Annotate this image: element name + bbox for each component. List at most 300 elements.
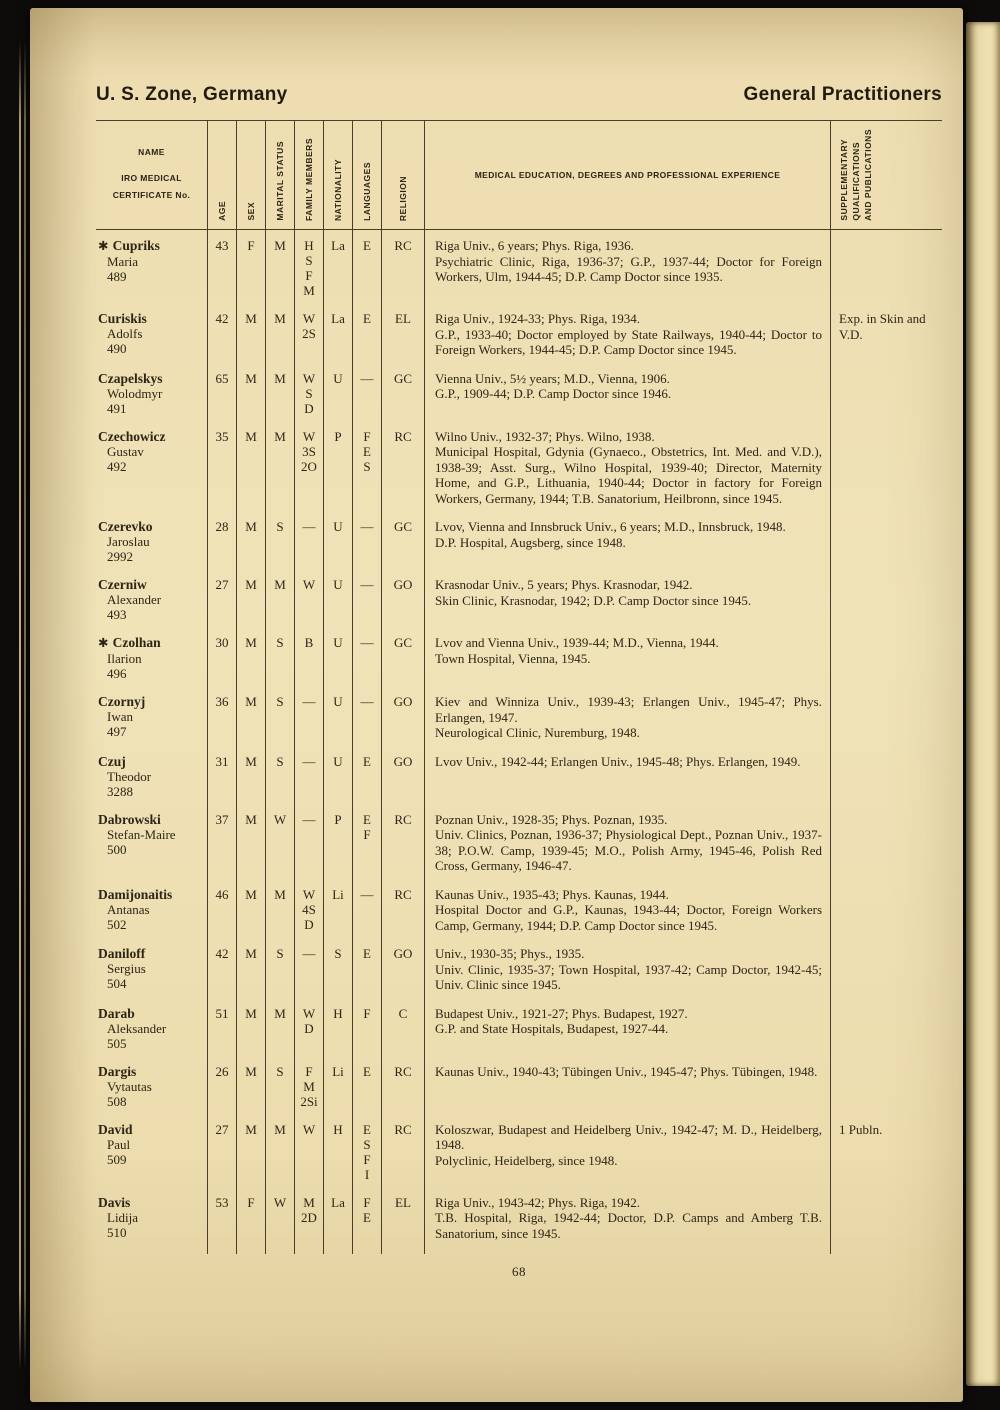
education-paragraph: Wilno Univ., 1932-37; Phys. Wilno, 1938.	[435, 428, 655, 444]
table-row	[96, 946, 942, 1006]
surname-line	[98, 812, 203, 827]
certificate-number: 502	[107, 916, 127, 932]
religion-cell	[382, 635, 425, 694]
languages-cell	[353, 577, 382, 635]
education-cell	[425, 1195, 831, 1255]
name-cell	[96, 754, 208, 812]
family-members-cell	[295, 577, 324, 635]
religion-cell	[382, 887, 425, 947]
language-code: I	[364, 1166, 370, 1182]
education-cell	[425, 812, 831, 887]
marital-status-cell-value: M	[274, 428, 286, 444]
education-paragraph: Lvov, Vienna and Innsbruck Univ., 6 years; M.D., Innsbruck, 1948.	[435, 519, 786, 534]
sex-cell	[237, 812, 266, 887]
religion-value: GO	[393, 946, 413, 961]
language-code: F	[363, 1151, 371, 1167]
certificate-number: 3288	[107, 783, 133, 799]
education-paragraph: Univ., 1930-35; Phys., 1935.	[435, 946, 585, 961]
education-paragraph: Riga Univ., 1943-42; Phys. Riga, 1942.	[435, 1194, 640, 1210]
languages-cell	[353, 754, 382, 812]
table-row	[96, 230, 942, 311]
page-content	[96, 84, 942, 1280]
education-paragraph: Polyclinic, Heidelberg, since 1948.	[435, 1152, 618, 1168]
surname: Daniloff	[98, 946, 146, 961]
given-name: Wolodmyr	[107, 385, 163, 401]
age-cell	[208, 577, 237, 635]
religion-value: EL	[395, 311, 411, 326]
table-body	[96, 230, 942, 1254]
language-code: —	[360, 886, 374, 902]
marital-status-cell	[266, 519, 295, 577]
name-cell	[96, 230, 208, 311]
family-member-code: —	[302, 519, 316, 534]
religion-cell	[382, 311, 425, 371]
name-cell	[96, 694, 208, 754]
given-name: Theodor	[107, 768, 152, 784]
languages-cell	[353, 371, 382, 429]
family-member-code: 2S	[302, 326, 316, 341]
sex-cell-value: M	[245, 428, 257, 444]
education-paragraph: G.P. and State Hospitals, Budapest, 1927-44.	[435, 1021, 669, 1036]
education-paragraph: D.P. Hospital, Augsberg, since 1948.	[435, 534, 626, 550]
sex-cell	[237, 1064, 266, 1122]
marital-status-cell-value: M	[274, 886, 286, 902]
language-code: F	[363, 428, 371, 444]
languages-cell	[353, 230, 382, 311]
age-cell	[208, 519, 237, 577]
sex-cell-value: M	[245, 577, 257, 592]
family-member-code: W	[302, 886, 316, 902]
family-members-cell	[295, 946, 324, 1006]
language-code: —	[360, 519, 374, 534]
religion-value: GC	[393, 370, 413, 386]
marital-status-cell-value: W	[273, 1194, 287, 1210]
language-code: —	[360, 577, 374, 592]
religion-value: GO	[393, 577, 413, 592]
religion-value: RC	[394, 1121, 412, 1137]
marital-status-cell-value: M	[274, 311, 286, 326]
column-header-languages: LANGUAGES	[353, 121, 382, 229]
certificate-number: 510	[107, 1224, 127, 1240]
table-header	[96, 120, 942, 230]
education-cell	[425, 694, 831, 754]
education-paragraph: Psychiatric Clinic, Riga, 1936-37; G.P., 1937-44; Doctor for Foreign Workers, Ulm, 1944-45; D.P. Camp Doctor since 1935.	[435, 253, 822, 284]
family-member-code: D	[304, 916, 314, 932]
table-row	[96, 754, 942, 812]
table-row	[96, 311, 942, 371]
surname: Czechowicz	[98, 428, 166, 444]
certificate-number: 491	[107, 400, 127, 416]
family-member-code: W	[302, 311, 316, 326]
religion-cell	[382, 812, 425, 887]
sex-cell	[237, 429, 266, 520]
language-code: E	[363, 1209, 371, 1225]
supplementary-cell	[831, 635, 942, 694]
sex-cell	[237, 1195, 266, 1255]
nationality-cell	[324, 635, 353, 694]
given-name: Stefan-Maire	[107, 826, 176, 842]
surname-line	[98, 635, 203, 651]
sex-cell-value: M	[245, 1005, 257, 1021]
name-cell	[96, 577, 208, 635]
age-cell	[208, 1195, 237, 1255]
religion-value: RC	[394, 238, 412, 253]
marital-status-cell-value: W	[273, 811, 287, 827]
language-code: E	[363, 1063, 371, 1079]
nationality-value: P	[334, 428, 342, 444]
family-member-code: W	[302, 428, 316, 444]
language-code: E	[363, 1121, 371, 1137]
nationality-cell	[324, 311, 353, 371]
surname: Czuj	[98, 753, 126, 769]
family-member-code: S	[305, 253, 313, 268]
family-member-code: M	[303, 283, 315, 298]
age-cell	[208, 1006, 237, 1064]
supplementary-note: 1 Publn.	[839, 1121, 883, 1137]
name-cell	[96, 1064, 208, 1122]
name-cell	[96, 812, 208, 887]
supplementary-cell	[831, 812, 942, 887]
given-name: Iwan	[107, 709, 133, 724]
languages-cell	[353, 1195, 382, 1255]
certificate-number: 497	[107, 724, 127, 739]
education-paragraph: Univ. Clinic, 1935-37; Town Hospital, 1937-42; Camp Doctor, 1942-45; Univ. Clinic since 1945.	[435, 961, 822, 992]
surname-line	[98, 946, 203, 961]
education-cell	[425, 887, 831, 947]
page-header	[96, 84, 942, 106]
marital-status-cell-value: M	[274, 1005, 286, 1021]
sex-cell-value: F	[247, 1194, 255, 1210]
languages-cell	[353, 887, 382, 947]
religion-cell	[382, 694, 425, 754]
age-cell	[208, 812, 237, 887]
name-cell	[96, 429, 208, 520]
family-members-cell	[295, 429, 324, 520]
nationality-cell	[324, 812, 353, 887]
table-row	[96, 519, 942, 577]
nationality-cell	[324, 519, 353, 577]
education-paragraph: Kaunas Univ., 1940-43; Tübingen Univ., 1945-47; Phys. Tübingen, 1948.	[435, 1063, 818, 1079]
given-name: Alexander	[107, 592, 162, 607]
education-paragraph: Poznan Univ., 1928-35; Phys. Poznan, 1935.	[435, 811, 668, 827]
language-code: E	[363, 811, 371, 827]
nationality-cell	[324, 1006, 353, 1064]
nationality-cell	[324, 694, 353, 754]
language-code: F	[363, 1005, 371, 1021]
supplementary-cell	[831, 1064, 942, 1122]
sex-cell	[237, 635, 266, 694]
family-member-code: D	[304, 1020, 314, 1036]
region-title: U. S. Zone, Germany	[96, 84, 288, 105]
marital-status-cell	[266, 1006, 295, 1064]
family-member-code: M	[303, 1078, 315, 1094]
sex-cell-value: F	[247, 238, 255, 253]
given-name: Antanas	[107, 901, 150, 917]
surname-line	[98, 238, 203, 254]
surname-line	[98, 1006, 203, 1021]
sex-cell-value: M	[245, 519, 257, 534]
religion-value: C	[398, 1005, 408, 1021]
name-cell	[96, 1122, 208, 1195]
religion-cell	[382, 946, 425, 1006]
family-members-cell	[295, 635, 324, 694]
column-header-age: AGE	[208, 121, 237, 229]
section-title: General Practitioners	[743, 84, 942, 105]
language-code: —	[360, 370, 374, 386]
marital-status-cell-value: M	[274, 1121, 286, 1137]
education-cell	[425, 946, 831, 1006]
age-cell-value: 26	[215, 1063, 229, 1079]
education-cell	[425, 754, 831, 812]
age-cell-value: 51	[215, 1005, 229, 1021]
nationality-value: La	[331, 1194, 345, 1210]
family-members-cell	[295, 812, 324, 887]
surname: Damijonaitis	[98, 886, 173, 902]
surname: Dabrowski	[98, 811, 161, 827]
language-code: S	[363, 458, 371, 474]
language-code: F	[363, 826, 371, 842]
age-cell-value: 53	[215, 1194, 229, 1210]
nationality-value: P	[334, 811, 342, 827]
sex-cell-value: M	[245, 311, 257, 326]
sex-cell	[237, 519, 266, 577]
supplementary-cell	[831, 577, 942, 635]
surname: Czerevko	[98, 519, 153, 534]
table-row	[96, 1195, 942, 1255]
nationality-cell	[324, 887, 353, 947]
supplementary-cell	[831, 1006, 942, 1064]
age-cell-value: 43	[215, 238, 229, 253]
age-cell-value: 28	[215, 519, 229, 534]
family-members-cell	[295, 519, 324, 577]
education-cell	[425, 577, 831, 635]
certificate-number: 504	[107, 976, 127, 991]
nationality-cell	[324, 1195, 353, 1255]
annotation-mark-icon: ✱	[98, 239, 112, 253]
age-cell	[208, 754, 237, 812]
given-name: Ilarion	[107, 651, 142, 666]
sex-cell	[237, 1006, 266, 1064]
education-paragraph: Univ. Clinics, Poznan, 1936-37; Physiological Dept., Poznan Univ., 1937-38; P.O.W. Camp, 1939-45; M.O., Polish Army, 1945-46, Polish Red Cross, Germany, 1946-47.	[435, 827, 822, 873]
certificate-number: 496	[107, 666, 127, 681]
column-header-religion: RELIGION	[382, 121, 425, 229]
language-code: S	[363, 1136, 371, 1152]
education-paragraph: Kaunas Univ., 1935-43; Phys. Kaunas, 1944.	[435, 886, 669, 902]
education-paragraph: Krasnodar Univ., 5 years; Phys. Krasnodar, 1942.	[435, 577, 693, 592]
name-cell	[96, 1006, 208, 1064]
religion-cell	[382, 1195, 425, 1255]
sex-cell-value: M	[245, 370, 257, 386]
certificate-number: 2992	[107, 549, 133, 564]
marital-status-cell	[266, 635, 295, 694]
supplementary-cell	[831, 311, 942, 371]
family-members-cell	[295, 371, 324, 429]
surname-line	[98, 429, 203, 444]
surname-line	[98, 694, 203, 709]
table-row	[96, 635, 942, 694]
religion-cell	[382, 429, 425, 520]
age-cell-value: 27	[215, 577, 229, 592]
languages-cell	[353, 635, 382, 694]
age-cell-value: 31	[215, 753, 229, 769]
family-members-cell	[295, 230, 324, 311]
marital-status-cell	[266, 311, 295, 371]
nationality-value: U	[333, 694, 343, 709]
supplementary-cell	[831, 694, 942, 754]
marital-status-cell	[266, 887, 295, 947]
supplementary-header-lines: SUPPLEMENTARY QUALIFICATIONS AND PUBLICATIONS	[839, 129, 873, 221]
page-stack-edge	[24, 40, 26, 1370]
education-cell	[425, 519, 831, 577]
surname: Davis	[98, 1194, 131, 1210]
given-name: Sergius	[107, 961, 146, 976]
family-member-code: 2D	[301, 1209, 317, 1225]
surname: Darab	[98, 1005, 135, 1021]
surname-line	[98, 1064, 203, 1079]
religion-cell	[382, 230, 425, 311]
sex-cell	[237, 1122, 266, 1195]
surname-line	[98, 754, 203, 769]
age-cell	[208, 1064, 237, 1122]
nationality-value: Li	[332, 1063, 344, 1079]
age-cell	[208, 694, 237, 754]
sex-cell-value: M	[245, 1121, 257, 1137]
certificate-number: 490	[107, 341, 127, 356]
surname: David	[98, 1121, 133, 1137]
age-cell	[208, 887, 237, 947]
column-header-education: MEDICAL EDUCATION, DEGREES AND PROFESSIONAL EXPERIENCE	[425, 121, 831, 229]
family-members-cell	[295, 311, 324, 371]
education-cell	[425, 1122, 831, 1195]
name-cell	[96, 519, 208, 577]
surname: Dargis	[98, 1063, 137, 1079]
sex-cell-value: M	[245, 946, 257, 961]
name-cell	[96, 946, 208, 1006]
nationality-cell	[324, 946, 353, 1006]
marital-status-cell-value: S	[276, 946, 284, 961]
nationality-value: H	[333, 1005, 343, 1021]
marital-status-cell-value: S	[276, 694, 284, 709]
religion-cell	[382, 371, 425, 429]
languages-cell	[353, 429, 382, 520]
annotation-mark-icon: ✱	[98, 636, 112, 650]
surname: Czerniw	[98, 577, 147, 592]
table-row	[96, 812, 942, 887]
nationality-value: La	[331, 238, 345, 253]
language-code: E	[363, 311, 371, 326]
religion-cell	[382, 754, 425, 812]
supplementary-cell	[831, 754, 942, 812]
table-row	[96, 429, 942, 520]
family-member-code: H	[304, 238, 314, 253]
languages-cell	[353, 946, 382, 1006]
religion-value: EL	[395, 1194, 411, 1210]
age-cell	[208, 1122, 237, 1195]
nationality-value: H	[333, 1121, 343, 1137]
language-code: F	[363, 1194, 371, 1210]
age-cell-value: 36	[215, 694, 229, 709]
languages-cell	[353, 1122, 382, 1195]
age-cell	[208, 311, 237, 371]
education-paragraph: Hospital Doctor and G.P., Kaunas, 1943-44; Doctor, Foreign Workers Camp, Germany, 1944; D.P. Camp Doctor since 1945.	[435, 902, 822, 933]
family-member-code: F	[305, 268, 313, 283]
education-cell	[425, 1064, 831, 1122]
certificate-number: 509	[107, 1151, 127, 1167]
book-page	[30, 8, 963, 1402]
surname-line	[98, 577, 203, 592]
family-members-cell	[295, 754, 324, 812]
supplementary-cell	[831, 519, 942, 577]
religion-value: RC	[394, 1063, 412, 1079]
supplementary-cell	[831, 1122, 942, 1195]
sex-cell	[237, 887, 266, 947]
sex-cell	[237, 577, 266, 635]
family-member-code: 4S	[302, 901, 316, 917]
table-row	[96, 887, 942, 947]
column-header-family-members: FAMILY MEMBERS	[295, 121, 324, 229]
column-header-name-line: IRO MEDICAL	[121, 173, 182, 184]
family-member-code: —	[302, 946, 316, 961]
marital-status-cell-value: S	[276, 1063, 284, 1079]
certificate-number: 505	[107, 1035, 127, 1051]
sex-cell	[237, 230, 266, 311]
family-member-code: W	[302, 370, 316, 386]
education-paragraph: Koloszwar, Budapest and Heidelberg Univ., 1942-47; M. D., Heidelberg, 1948.	[435, 1121, 822, 1152]
education-paragraph: Vienna Univ., 5½ years; M.D., Vienna, 1906.	[435, 370, 670, 386]
marital-status-cell-value: M	[274, 370, 286, 386]
nationality-cell	[324, 371, 353, 429]
table-row	[96, 1122, 942, 1195]
religion-value: GO	[393, 753, 413, 769]
table-row	[96, 694, 942, 754]
age-cell-value: 35	[215, 428, 229, 444]
name-cell	[96, 1195, 208, 1255]
language-code: —	[360, 635, 374, 650]
marital-status-cell	[266, 429, 295, 520]
languages-cell	[353, 812, 382, 887]
family-member-code: W	[302, 1121, 316, 1137]
surname: Czornyj	[98, 694, 146, 709]
given-name: Gustav	[107, 443, 144, 459]
education-paragraph: Riga Univ., 6 years; Phys. Riga, 1936.	[435, 238, 634, 253]
sex-cell-value: M	[245, 1063, 257, 1079]
surname: Cupriks	[112, 238, 160, 253]
sex-cell-value: M	[245, 811, 257, 827]
age-cell-value: 65	[215, 370, 229, 386]
family-members-cell	[295, 1064, 324, 1122]
certificate-number: 508	[107, 1093, 127, 1109]
family-member-code: F	[305, 1063, 313, 1079]
surname-line	[98, 371, 203, 386]
page-stack-edge	[19, 40, 21, 1370]
age-cell	[208, 371, 237, 429]
marital-status-cell	[266, 694, 295, 754]
religion-cell	[382, 519, 425, 577]
sex-cell	[237, 754, 266, 812]
marital-status-cell-value: S	[276, 519, 284, 534]
given-name: Lidija	[107, 1209, 139, 1225]
nationality-cell	[324, 1064, 353, 1122]
marital-status-cell	[266, 1122, 295, 1195]
family-member-code: D	[304, 400, 314, 416]
surname-line	[98, 1122, 203, 1137]
sex-cell	[237, 946, 266, 1006]
certificate-number: 500	[107, 841, 127, 857]
surname: Curiskis	[98, 311, 147, 326]
table-row	[96, 371, 942, 429]
religion-value: RC	[394, 811, 412, 827]
education-cell	[425, 1006, 831, 1064]
